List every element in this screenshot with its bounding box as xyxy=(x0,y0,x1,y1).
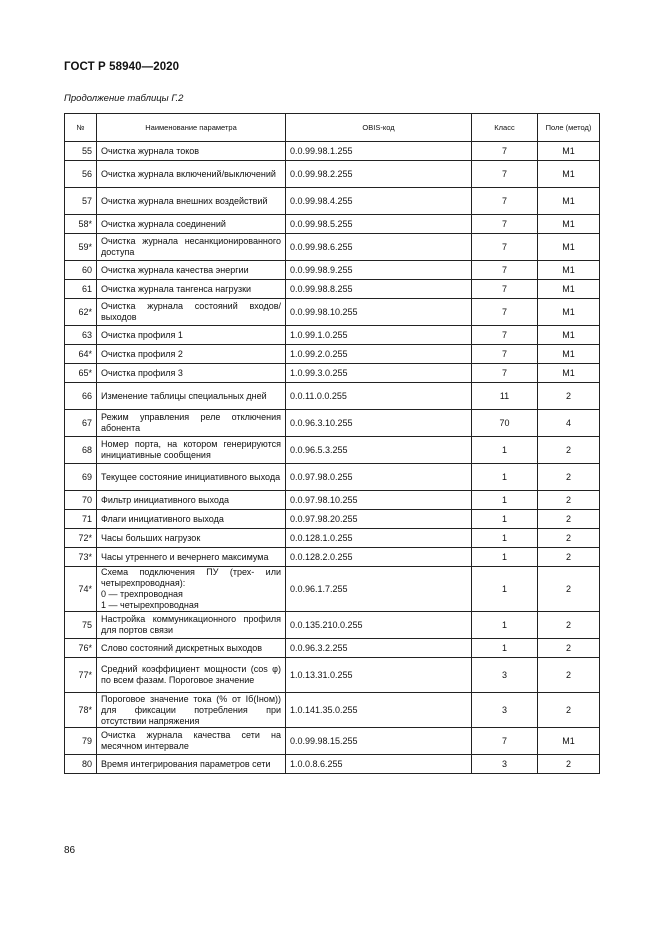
parameter-name: Изменение таблицы специальных дней xyxy=(101,390,267,401)
cell-number: 65* xyxy=(65,364,97,383)
cell-class: 7 xyxy=(472,345,538,364)
cell-name xyxy=(97,188,286,215)
table-row xyxy=(65,280,600,299)
cell-class: 1 xyxy=(472,529,538,548)
cell-number: 72* xyxy=(65,529,97,548)
cell-name xyxy=(97,755,286,774)
table-row xyxy=(65,410,600,437)
cell-number: 67 xyxy=(65,410,97,437)
cell-obis: 0.0.97.98.0.255 xyxy=(286,464,472,491)
parameter-name: Очистка профиля 2 xyxy=(101,348,183,359)
cell-number: 61 xyxy=(65,280,97,299)
cell-number: 68 xyxy=(65,437,97,464)
table-row xyxy=(65,437,600,464)
table-row xyxy=(65,612,600,639)
cell-obis: 0.0.128.2.0.255 xyxy=(286,548,472,567)
cell-number: 63 xyxy=(65,326,97,345)
column-header-name: Наименование параметра xyxy=(97,114,286,142)
parameter-name: Номер порта, на котором генерируются инициативные сообщения xyxy=(101,439,281,460)
cell-name xyxy=(97,234,286,261)
cell-number: 80 xyxy=(65,755,97,774)
cell-class: 7 xyxy=(472,188,538,215)
cell-class: 1 xyxy=(472,437,538,464)
cell-class: 1 xyxy=(472,567,538,612)
page-number: 86 xyxy=(64,845,76,856)
parameter-name: Средний коэффициент мощности (cos φ) по всем фазам. Пороговое значение xyxy=(101,664,281,685)
parameter-name: Очистка журнала тангенса нагрузки xyxy=(101,283,252,294)
table-row xyxy=(65,491,600,510)
cell-number: 70 xyxy=(65,491,97,510)
cell-number: 59* xyxy=(65,234,97,261)
parameters-table xyxy=(64,113,600,774)
cell-field: M1 xyxy=(538,215,600,234)
cell-field: 2 xyxy=(538,567,600,612)
cell-obis: 0.0.96.3.10.255 xyxy=(286,410,472,437)
cell-number: 64* xyxy=(65,345,97,364)
cell-class: 7 xyxy=(472,161,538,188)
cell-number: 77* xyxy=(65,658,97,693)
parameter-name: Пороговое значение тока (% от Iб(Iном)) для фиксации потребления при отсутствии напряжения xyxy=(101,693,281,726)
cell-field: M1 xyxy=(538,728,600,755)
cell-name xyxy=(97,345,286,364)
cell-field: M1 xyxy=(538,234,600,261)
cell-number: 55 xyxy=(65,142,97,161)
cell-name xyxy=(97,280,286,299)
cell-name xyxy=(97,728,286,755)
cell-number: 75 xyxy=(65,612,97,639)
table-row xyxy=(65,510,600,529)
cell-field: M1 xyxy=(538,261,600,280)
table-row xyxy=(65,345,600,364)
cell-class: 1 xyxy=(472,510,538,529)
cell-obis: 0.0.99.98.9.255 xyxy=(286,261,472,280)
parameter-name: Фильтр инициативного выхода xyxy=(101,494,229,505)
parameter-option: 0 — трехпроводная xyxy=(101,589,183,599)
cell-name xyxy=(97,658,286,693)
table-row xyxy=(65,658,600,693)
cell-class: 1 xyxy=(472,491,538,510)
cell-name xyxy=(97,215,286,234)
cell-obis: 1.0.99.3.0.255 xyxy=(286,364,472,383)
cell-field: M1 xyxy=(538,161,600,188)
cell-field: 2 xyxy=(538,658,600,693)
cell-field: 2 xyxy=(538,383,600,410)
document-header: ГОСТ Р 58940—2020 xyxy=(64,61,180,73)
cell-number: 62* xyxy=(65,299,97,326)
cell-number: 57 xyxy=(65,188,97,215)
cell-obis: 0.0.99.98.6.255 xyxy=(286,234,472,261)
table-row xyxy=(65,188,600,215)
table-row xyxy=(65,161,600,188)
cell-field: M1 xyxy=(538,326,600,345)
cell-obis: 0.0.96.1.7.255 xyxy=(286,567,472,612)
cell-name xyxy=(97,548,286,567)
cell-field: 2 xyxy=(538,612,600,639)
cell-obis: 1.0.99.1.0.255 xyxy=(286,326,472,345)
table-row xyxy=(65,755,600,774)
cell-obis: 1.0.0.8.6.255 xyxy=(286,755,472,774)
cell-obis: 0.0.99.98.15.255 xyxy=(286,728,472,755)
table-row xyxy=(65,234,600,261)
parameter-name: Очистка профиля 3 xyxy=(101,367,183,378)
parameter-name: Очистка журнала несанкционированного доступа xyxy=(101,236,281,257)
cell-class: 7 xyxy=(472,234,538,261)
column-header-field: Поле (метод) xyxy=(538,114,600,142)
cell-field: M1 xyxy=(538,280,600,299)
cell-number: 79 xyxy=(65,728,97,755)
cell-obis: 0.0.135.210.0.255 xyxy=(286,612,472,639)
parameter-name: Очистка журнала токов xyxy=(101,145,200,156)
cell-number: 58* xyxy=(65,215,97,234)
cell-obis: 0.0.96.5.3.255 xyxy=(286,437,472,464)
parameter-name: Очистка журнала включений/выключений xyxy=(101,168,276,179)
table-row xyxy=(65,529,600,548)
column-header-obis: OBIS-код xyxy=(286,114,472,142)
cell-obis: 1.0.99.2.0.255 xyxy=(286,345,472,364)
cell-name xyxy=(97,567,286,612)
table-row xyxy=(65,728,600,755)
cell-class: 3 xyxy=(472,658,538,693)
cell-name xyxy=(97,261,286,280)
cell-obis: 0.0.99.98.10.255 xyxy=(286,299,472,326)
cell-field: 2 xyxy=(538,529,600,548)
cell-obis: 0.0.99.98.1.255 xyxy=(286,142,472,161)
cell-class: 3 xyxy=(472,755,538,774)
cell-class: 7 xyxy=(472,261,538,280)
cell-obis: 0.0.97.98.20.255 xyxy=(286,510,472,529)
cell-class: 1 xyxy=(472,464,538,491)
cell-number: 71 xyxy=(65,510,97,529)
cell-class: 70 xyxy=(472,410,538,437)
cell-number: 74* xyxy=(65,567,97,612)
cell-name xyxy=(97,437,286,464)
cell-name xyxy=(97,639,286,658)
table-row xyxy=(65,383,600,410)
cell-name xyxy=(97,299,286,326)
parameter-name: Часы утреннего и вечернего максимума xyxy=(101,551,269,562)
cell-field: 2 xyxy=(538,510,600,529)
cell-class: 7 xyxy=(472,364,538,383)
cell-obis: 0.0.97.98.10.255 xyxy=(286,491,472,510)
parameter-option: 1 — четырехпроводная xyxy=(101,600,199,610)
parameter-name: Флаги инициативного выхода xyxy=(101,513,224,524)
table-row xyxy=(65,261,600,280)
cell-name xyxy=(97,410,286,437)
cell-number: 60 xyxy=(65,261,97,280)
cell-number: 73* xyxy=(65,548,97,567)
cell-name xyxy=(97,464,286,491)
table-row xyxy=(65,693,600,728)
table-row xyxy=(65,639,600,658)
parameter-name: Часы больших нагрузок xyxy=(101,532,201,543)
parameter-name: Очистка профиля 1 xyxy=(101,329,183,340)
table-row xyxy=(65,567,600,612)
parameter-name: Очистка журнала состояний входов/выходов xyxy=(101,301,281,322)
cell-class: 7 xyxy=(472,215,538,234)
cell-name xyxy=(97,612,286,639)
cell-field: 4 xyxy=(538,410,600,437)
cell-field: 2 xyxy=(538,693,600,728)
cell-class: 3 xyxy=(472,693,538,728)
cell-class: 7 xyxy=(472,280,538,299)
cell-name xyxy=(97,383,286,410)
cell-number: 66 xyxy=(65,383,97,410)
cell-field: M1 xyxy=(538,345,600,364)
parameter-name: Очистка журнала внешних воздействий xyxy=(101,195,268,206)
cell-field: 2 xyxy=(538,755,600,774)
cell-class: 7 xyxy=(472,299,538,326)
cell-number: 76* xyxy=(65,639,97,658)
cell-number: 69 xyxy=(65,464,97,491)
cell-name xyxy=(97,529,286,548)
table-row xyxy=(65,215,600,234)
cell-obis: 0.0.11.0.0.255 xyxy=(286,383,472,410)
parameter-name: Слово состояний дискретных выходов xyxy=(101,642,263,653)
cell-field: 2 xyxy=(538,437,600,464)
cell-field: 2 xyxy=(538,639,600,658)
parameter-name: Текущее состояние инициативного выхода xyxy=(101,471,281,482)
cell-class: 11 xyxy=(472,383,538,410)
cell-number: 56 xyxy=(65,161,97,188)
cell-obis: 0.0.96.3.2.255 xyxy=(286,639,472,658)
cell-name xyxy=(97,326,286,345)
cell-obis: 0.0.99.98.8.255 xyxy=(286,280,472,299)
cell-name xyxy=(97,491,286,510)
table-row xyxy=(65,364,600,383)
cell-obis: 0.0.128.1.0.255 xyxy=(286,529,472,548)
cell-field: 2 xyxy=(538,464,600,491)
cell-field: 2 xyxy=(538,491,600,510)
cell-obis: 0.0.99.98.2.255 xyxy=(286,161,472,188)
cell-field: M1 xyxy=(538,188,600,215)
parameter-name: Очистка журнала качества сети на месячном интервале xyxy=(101,730,281,751)
cell-name xyxy=(97,161,286,188)
cell-class: 7 xyxy=(472,326,538,345)
table-row xyxy=(65,142,600,161)
parameter-name: Режим управления реле отключения абонента xyxy=(101,412,281,433)
cell-class: 1 xyxy=(472,639,538,658)
table-row xyxy=(65,299,600,326)
table-row xyxy=(65,548,600,567)
column-header-number: № xyxy=(65,114,97,142)
parameter-name: Настройка коммуникационного профиля для портов связи xyxy=(101,614,281,635)
parameter-name: Очистка журнала соединений xyxy=(101,218,226,229)
cell-obis: 0.0.99.98.5.255 xyxy=(286,215,472,234)
cell-name xyxy=(97,510,286,529)
cell-number: 78* xyxy=(65,693,97,728)
parameter-name: Очистка журнала качества энергии xyxy=(101,264,249,275)
column-header-class: Класс xyxy=(472,114,538,142)
table-row xyxy=(65,464,600,491)
cell-class: 7 xyxy=(472,142,538,161)
cell-name xyxy=(97,693,286,728)
table-caption: Продолжение таблицы Г.2 xyxy=(64,93,184,104)
cell-field: M1 xyxy=(538,299,600,326)
cell-name xyxy=(97,142,286,161)
cell-name xyxy=(97,364,286,383)
table-row xyxy=(65,326,600,345)
cell-field: M1 xyxy=(538,364,600,383)
table-header-row xyxy=(65,114,600,142)
cell-class: 1 xyxy=(472,612,538,639)
cell-field: M1 xyxy=(538,142,600,161)
cell-class: 1 xyxy=(472,548,538,567)
cell-class: 7 xyxy=(472,728,538,755)
parameter-name: Схема подключения ПУ (трех- или четырехпроводная): xyxy=(101,567,281,588)
cell-field: 2 xyxy=(538,548,600,567)
cell-obis: 1.0.13.31.0.255 xyxy=(286,658,472,693)
cell-obis: 0.0.99.98.4.255 xyxy=(286,188,472,215)
parameter-name: Время интегрирования параметров сети xyxy=(101,758,271,769)
cell-obis: 1.0.141.35.0.255 xyxy=(286,693,472,728)
